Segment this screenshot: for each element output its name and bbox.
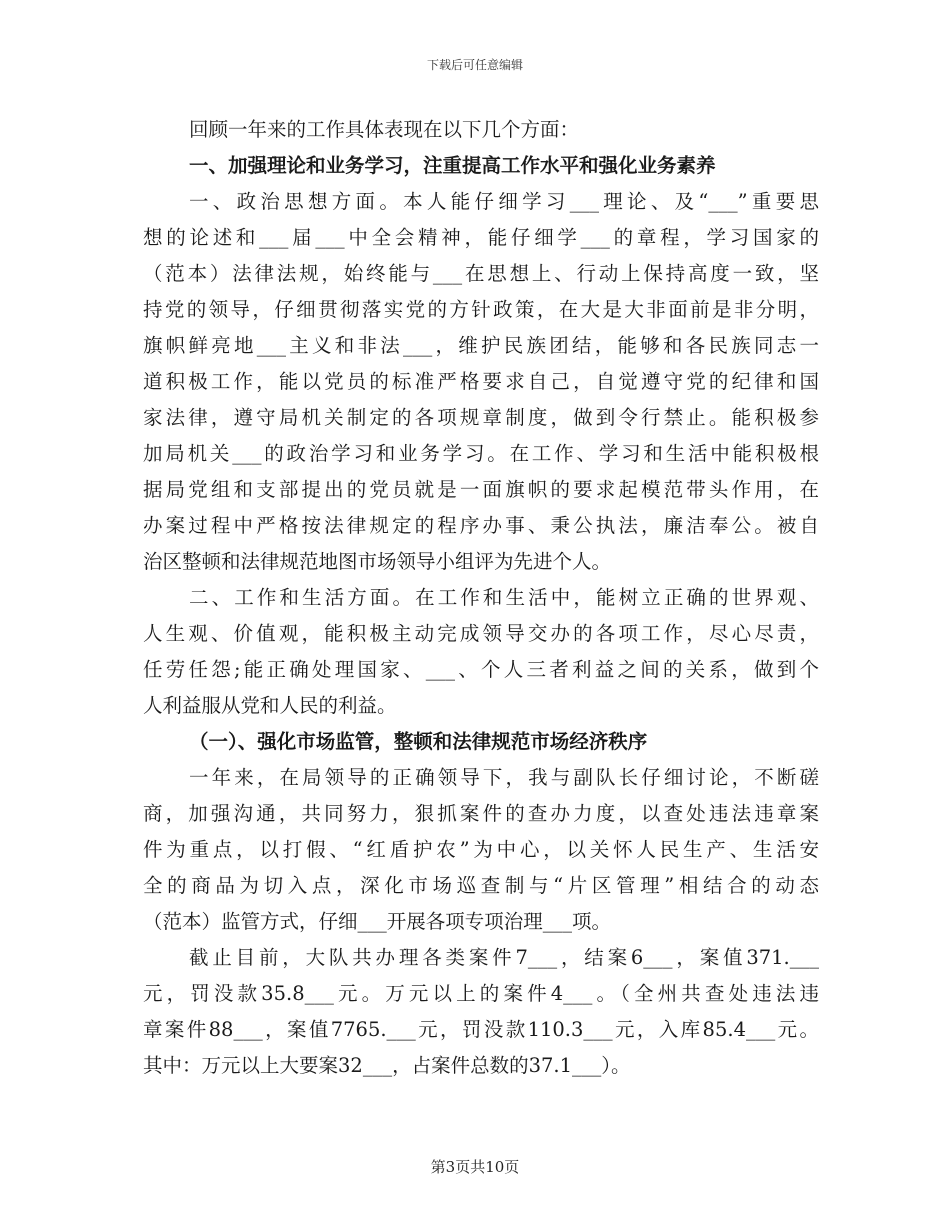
paragraph-line: 其中：万元以上大要案32___，占案件总数的37.1___）。: [143, 1054, 631, 1077]
paragraph-line: 想的论述和___届___中全会精神，能仔细学___的章程，学习国家的: [143, 226, 819, 249]
paragraph-line: 加局机关___的政治学习和业务学习。在工作、学习和生活中能积极根: [143, 442, 819, 465]
paragraph-line: （范本）法律法规，始终能与___在思想上、行动上保持高度一致，坚: [143, 262, 819, 285]
page-footer: 第3页共10页: [430, 1158, 520, 1176]
paragraph-line: 人生观、价值观，能积极主动完成领导交办的各项工作，尽心尽责，: [143, 622, 819, 645]
paragraph-line: 元，罚没款35.8___元。万元以上的案件4___。（全州共查处违法违: [143, 982, 819, 1005]
paragraph-line: 办案过程中严格按法律规定的程序办事、秉公执法，廉洁奉公。被自: [143, 514, 819, 537]
paragraph-line: 一、政治思想方面。本人能仔细学习___理论、及“___”重要思: [189, 190, 819, 213]
page-header-note: 下载后可任意编辑: [426, 58, 523, 72]
section-heading-line: 一、加强理论和业务学习，注重提高工作水平和强化业务素养: [189, 154, 716, 177]
paragraph-line: 任劳任怨;能正确处理国家、___、个人三者利益之间的关系，做到个: [143, 658, 819, 681]
paragraph-line: 二、工作和生活方面。在工作和生活中，能树立正确的世界观、: [189, 586, 819, 609]
paragraph-line: 件为重点，以打假、“红盾护农”为中心，以关怀人民生产、生活安: [143, 838, 819, 861]
paragraph-line: 道积极工作，能以党员的标准严格要求自己，自觉遵守党的纪律和国: [143, 370, 819, 393]
paragraph-line: 据局党组和支部提出的党员就是一面旗帜的要求起模范带头作用，在: [143, 478, 819, 501]
paragraph-line: 持党的领导，仔细贯彻落实党的方针政策，在大是大非面前是非分明，: [143, 298, 819, 321]
paragraph-line: 截止目前，大队共办理各类案件7___，结案6___，案值371.___: [189, 946, 819, 969]
section-heading-line: （一）、强化市场监管，整顿和法律规范市场经济秩序: [189, 730, 648, 753]
paragraph-line: 旗帜鲜亮地___主义和非法___，维护民族团结，能够和各民族同志一: [143, 334, 819, 357]
paragraph-line: 治区整顿和法律规范地图市场领导小组评为先进个人。: [143, 550, 612, 573]
paragraph-line: 一年来，在局领导的正确领导下，我与副队长仔细讨论，不断磋: [189, 766, 819, 789]
document-body: [143, 112, 819, 1084]
paragraph-line: （范本）监管方式，仔细___开展各项专项治理___项。: [143, 910, 612, 933]
paragraph-line: 商，加强沟通，共同努力，狠抓案件的查办力度，以查处违法违章案: [143, 802, 819, 825]
paragraph-line: 回顾一年来的工作具体表现在以下几个方面：: [189, 118, 580, 141]
paragraph-line: 家法律，遵守局机关制定的各项规章制度，做到令行禁止。能积极参: [143, 406, 819, 429]
paragraph-line: 全的商品为切入点，深化市场巡查制与“片区管理”相结合的动态: [143, 874, 819, 897]
paragraph-line: 人利益服从党和人民的利益。: [143, 694, 397, 717]
paragraph-line: 章案件88___，案值7765.___元，罚没款110.3___元，入库85.4___元。: [143, 1018, 819, 1041]
